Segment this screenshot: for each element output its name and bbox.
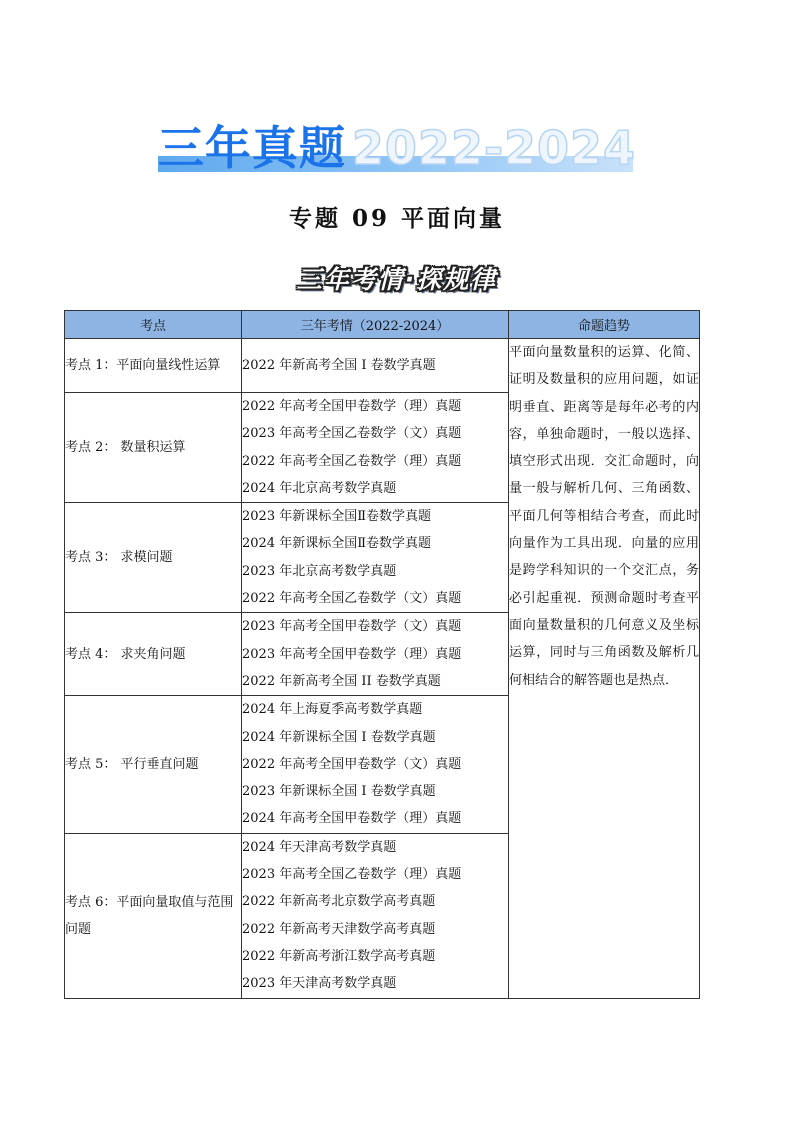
exam-item: 2024 年新课标全国Ⅱ卷数学真题 — [242, 536, 432, 552]
table-header-row — [65, 311, 700, 339]
exam-item: 2023 年新课标全国Ⅱ卷数学真题 — [242, 509, 432, 525]
exam-item: 2024 年北京高考数学真题 — [242, 480, 397, 496]
exam-item: 2022 年新高考天津数学高考真题 — [242, 921, 436, 937]
header-trend: 命题趋势 — [509, 311, 700, 339]
title-banner — [0, 118, 794, 188]
kaodian-cell: 考点 4： 求夹角问题 — [65, 613, 242, 696]
kaodian-cell: 考点 5： 平行垂直问题 — [65, 696, 242, 833]
exam-item: 2024 年新课标全国 I 卷数学真题 — [242, 729, 436, 745]
exam-item: 2024 年高考全国甲卷数学（理）真题 — [242, 811, 462, 827]
exams-cell — [242, 833, 509, 998]
exams-cell — [242, 613, 509, 696]
exam-item: 2024 年上海夏季高考数学真题 — [242, 702, 423, 718]
banner-title-years: 2022-2024 — [351, 121, 637, 175]
header-exams: 三年考情（2022-2024） — [242, 311, 509, 339]
exam-item: 2023 年高考全国甲卷数学（文）真题 — [242, 619, 462, 635]
section-label: 三年考情·探规律 — [296, 265, 498, 294]
kaodian-cell: 考点 6：平面向量取值与范围问题 — [65, 833, 242, 998]
kaodian-cell: 考点 1：平面向量线性运算 — [65, 339, 242, 393]
exam-item: 2022 年高考全国乙卷数学（理）真题 — [242, 453, 462, 469]
exam-item: 2023 年新课标全国 I 卷数学真题 — [242, 784, 436, 800]
trend-cell: 平面向量数量积的运算、化简、证明及数量积的应用问题，如证明垂直、距离等是每年必考的内容，单独命题时，一般以选择、填空形式出现．交汇命题时，向量一般与解析几何、三角函数、平面几何等相结合考查，而此时向量作为工具出现．向量的应用是跨学科知识的一个交汇点，务必引起重视．预测命题时考查平面向量数量积的几何意义及坐标运算，同时与三角函数及解析几何相结合的解答题也是热点． — [509, 339, 700, 999]
exams-cell — [242, 393, 509, 503]
exam-item: 2022 年高考全国甲卷数学（文）真题 — [242, 756, 462, 772]
exams-cell — [242, 503, 509, 613]
exam-item: 2022 年新高考浙江数学高考真题 — [242, 948, 436, 964]
banner-title-cn: 三年真题 — [157, 121, 346, 175]
exams-cell — [242, 339, 509, 393]
exams-cell — [242, 696, 509, 833]
exam-item: 2022 年高考全国甲卷数学（理）真题 — [242, 399, 462, 414]
exam-item: 2022 年新高考北京数学高考真题 — [242, 894, 436, 910]
exam-item: 2023 年天津高考数学真题 — [242, 976, 397, 992]
banner-title — [0, 120, 794, 176]
exam-item: 2023 年高考全国乙卷数学（文）真题 — [242, 426, 462, 442]
exam-item: 2023 年高考全国乙卷数学（理）真题 — [242, 867, 462, 883]
exam-item: 2023 年北京高考数学真题 — [242, 563, 397, 579]
exam-item: 2022 年新高考全国 I 卷数学真题 — [242, 357, 436, 373]
table-row — [65, 339, 700, 393]
topic-subtitle: 专题 09 平面向量 — [288, 205, 506, 232]
exam-item: 2022 年新高考全国 II 卷数学真题 — [242, 673, 441, 689]
exam-item: 2024 年天津高考数学真题 — [242, 839, 397, 855]
header-kaodian: 考点 — [65, 311, 242, 339]
kaodian-cell: 考点 2： 数量积运算 — [65, 393, 242, 503]
exam-item: 2022 年高考全国乙卷数学（文）真题 — [242, 591, 462, 607]
exam-analysis-table — [64, 310, 700, 999]
exam-item: 2023 年高考全国甲卷数学（理）真题 — [242, 646, 462, 662]
kaodian-cell: 考点 3： 求模问题 — [65, 503, 242, 613]
